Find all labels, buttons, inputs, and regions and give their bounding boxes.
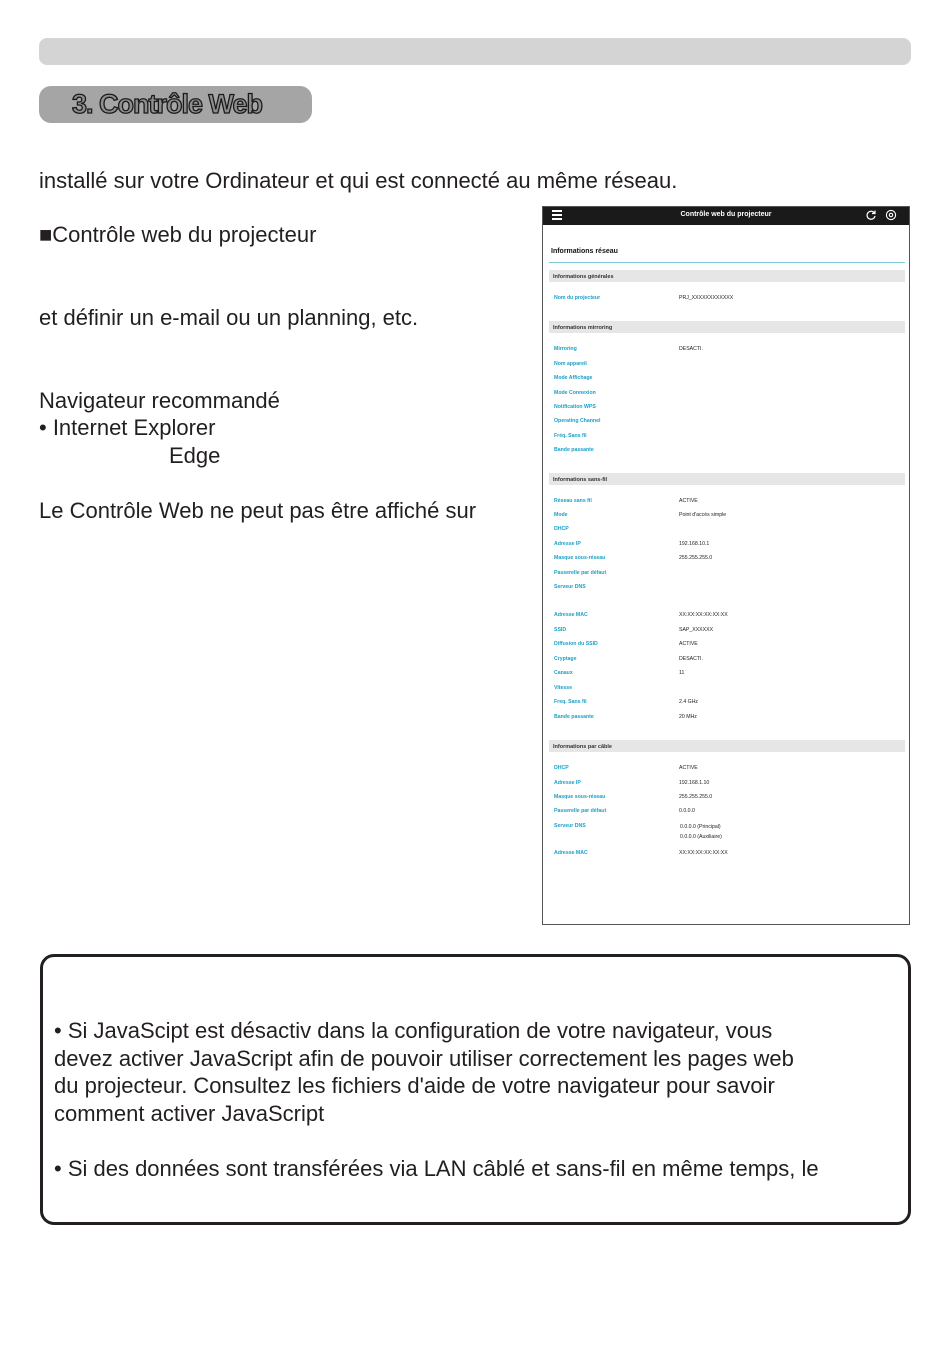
info-value: 0.0.0.0 bbox=[679, 808, 695, 814]
body-line: • Internet Explorer bbox=[39, 415, 216, 440]
info-key: Fréq. Sans fil bbox=[554, 433, 587, 439]
info-value: 255.255.255.0 bbox=[679, 555, 713, 561]
note-line: • Si JavaScipt est désactiv dans la configuration de votre navigateur, vous bbox=[54, 1018, 773, 1043]
info-key: DHCP bbox=[554, 765, 569, 771]
body-line: Le Contrôle Web ne peut pas être affiché sur bbox=[39, 498, 477, 523]
info-key: Nom appareil bbox=[554, 361, 587, 367]
info-key: Mode Connexion bbox=[554, 390, 596, 396]
web-control-screenshot bbox=[542, 206, 910, 925]
info-value: ACTIVE bbox=[679, 765, 698, 771]
info-key: Mode bbox=[554, 512, 568, 518]
info-value: ACTIVE bbox=[679, 641, 698, 647]
info-value: 2.4 GHz bbox=[679, 699, 699, 705]
info-key: SSID bbox=[554, 627, 567, 633]
info-value: DESACTI. bbox=[679, 656, 703, 662]
info-key: Canaux bbox=[554, 670, 573, 676]
info-key: Adresse IP bbox=[554, 780, 581, 786]
info-value: DESACTI. bbox=[679, 346, 703, 352]
info-key: Diffusion du SSID bbox=[554, 641, 598, 647]
gear-icon[interactable] bbox=[885, 209, 897, 221]
panel-title: Contrôle web du projecteur bbox=[680, 211, 772, 218]
section-label-wireless: Informations sans-fil bbox=[553, 477, 608, 483]
info-key: Serveur DNS bbox=[554, 584, 586, 590]
body-line: Navigateur recommandé bbox=[39, 388, 280, 413]
note-line: du projecteur. Consultez les fichiers d'aide de votre navigateur pour savoir bbox=[54, 1073, 775, 1098]
info-key: Nom du projecteur bbox=[554, 295, 601, 301]
note-line: devez activer JavaScript afin de pouvoir utiliser correctement les pages web bbox=[54, 1046, 794, 1071]
info-key: Operating Channel bbox=[554, 418, 601, 424]
info-key: Masque sous-réseau bbox=[554, 794, 606, 800]
panel-page-title: Informations réseau bbox=[551, 248, 618, 255]
body-line: ■Contrôle web du projecteur bbox=[39, 222, 317, 247]
info-key: Adresse IP bbox=[554, 541, 581, 547]
info-key: Adresse MAC bbox=[554, 612, 588, 618]
info-key: Freq. Sans fil bbox=[554, 699, 587, 705]
section-label-mirroring: Informations mirroring bbox=[553, 325, 613, 331]
info-value: 192.168.1.10 bbox=[679, 780, 710, 786]
info-key: DHCP bbox=[554, 526, 569, 532]
info-value: SAP_XXXXXX bbox=[679, 627, 714, 633]
info-key: Réseau sans fil bbox=[554, 498, 592, 504]
divider bbox=[549, 262, 905, 263]
info-key: Vitesse bbox=[554, 685, 573, 691]
info-value: 255.255.255.0 bbox=[679, 794, 713, 800]
info-value: 11 bbox=[679, 670, 685, 676]
info-value: XX:XX:XX:XX:XX:XX bbox=[679, 850, 728, 856]
info-key: Passerelle par défaut bbox=[554, 570, 607, 576]
info-value: 0.0.0.0 (Auxiliaire) bbox=[680, 834, 722, 840]
section-label-wired: Informations par câble bbox=[553, 744, 612, 750]
info-key: Cryptage bbox=[554, 656, 577, 662]
info-key: Serveur DNS bbox=[554, 823, 586, 829]
note-line: • Si des données sont transférées via LAN câblé et sans-fil en même temps, le bbox=[54, 1156, 819, 1181]
body-line: installé sur votre Ordinateur et qui est connecté au même réseau. bbox=[39, 168, 678, 193]
refresh-icon[interactable] bbox=[865, 209, 877, 221]
body-line: Edge bbox=[169, 443, 221, 468]
info-key: Masque sous-réseau bbox=[554, 555, 606, 561]
info-key: Bande passante bbox=[554, 447, 594, 453]
section-title: 3. Contrôle Web bbox=[72, 89, 263, 119]
body-line: et définir un e-mail ou un planning, etc. bbox=[39, 305, 419, 330]
info-key: Mode Affichage bbox=[554, 375, 593, 381]
info-value: 20 MHz bbox=[679, 714, 697, 720]
panel-header bbox=[543, 207, 909, 225]
info-value: Point d'accès simple bbox=[679, 512, 727, 518]
info-key: Adresse MAC bbox=[554, 850, 588, 856]
info-value: 0.0.0.0 (Principal) bbox=[680, 824, 721, 830]
info-value: XX:XX:XX:XX:XX:XX bbox=[679, 612, 728, 618]
header-bar bbox=[39, 38, 911, 65]
info-value: ACTIVE bbox=[679, 498, 698, 504]
info-key: Notification WPS bbox=[554, 404, 596, 410]
info-key: Passerelle par défaut bbox=[554, 808, 607, 814]
info-value: 192.168.10.1 bbox=[679, 541, 710, 547]
info-value: PRJ_XXXXXXXXXXXX bbox=[679, 295, 734, 301]
note-line: comment activer JavaScript bbox=[54, 1101, 325, 1126]
info-key: Bande passante bbox=[554, 714, 594, 720]
section-label-general: Informations générales bbox=[553, 274, 614, 280]
info-key: Mirroring bbox=[554, 346, 577, 352]
